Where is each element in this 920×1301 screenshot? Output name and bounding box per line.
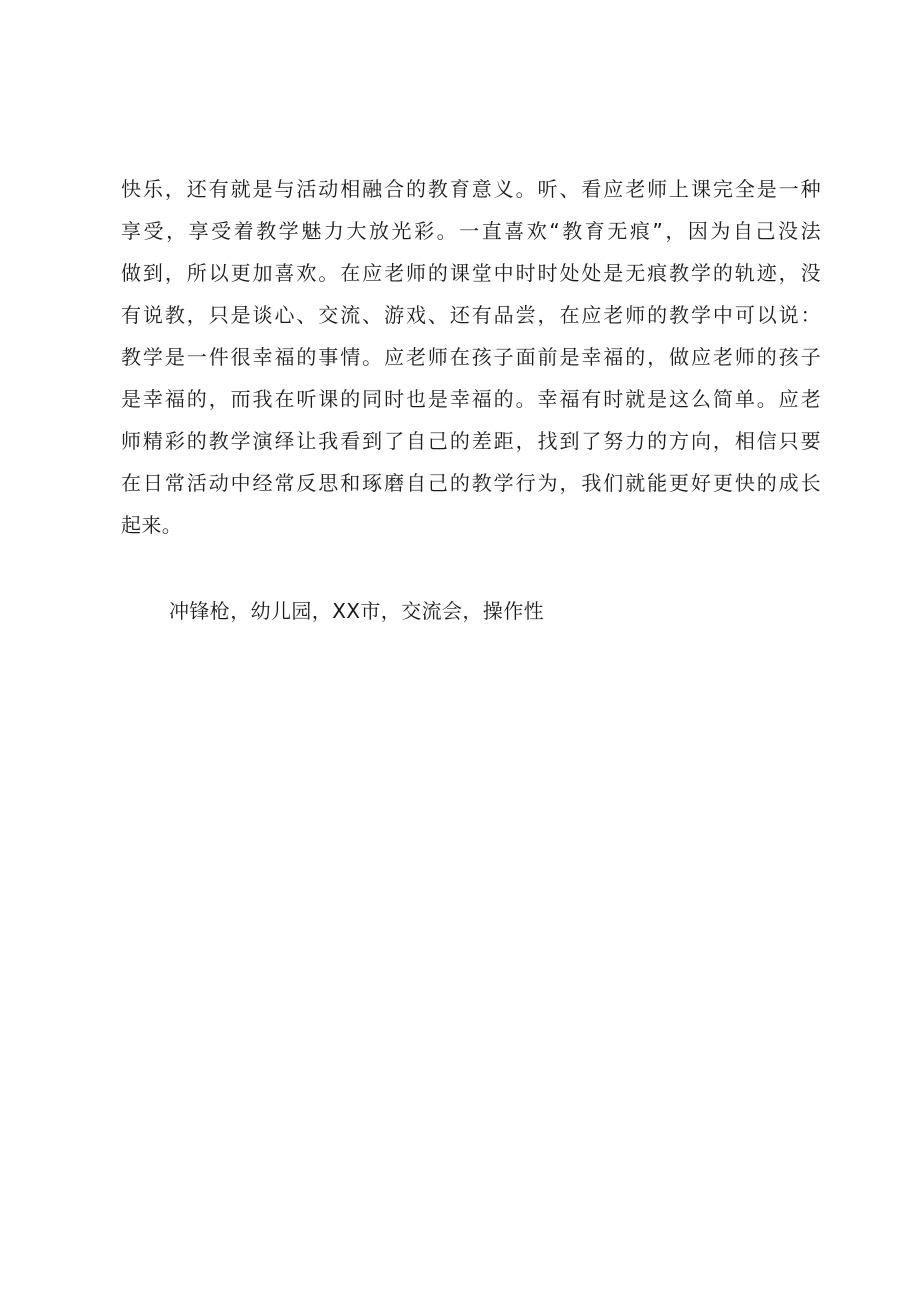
- body-paragraph: [121, 168, 821, 546]
- paragraph-line: 有说教，只是谈心、交流、游戏、还有品尝，在应老师的教学中可以说：: [121, 303, 821, 327]
- paragraph-line: 在日常活动中经常反思和琢磨自己的教学行为，我们就能更好更快的成长: [121, 471, 821, 495]
- paragraph-line: 起来。: [121, 513, 183, 537]
- paragraph-line: 是幸福的，而我在听课的同时也是幸福的。幸福有时就是这么简单。应老: [121, 387, 821, 411]
- paragraph-line: 师精彩的教学演绎让我看到了自己的差距，找到了努力的方向，相信只要: [121, 429, 821, 453]
- paragraph-line: 享受，享受着教学魅力大放光彩。一直喜欢“教育无痕”，因为自己没法: [121, 219, 821, 243]
- keywords-line: 冲锋枪，幼儿园，XX市，交流会，操作性: [169, 599, 545, 623]
- paragraph-line: 教学是一件很幸福的事情。应老师在孩子面前是幸福的，做应老师的孩子: [121, 345, 821, 369]
- paragraph-line: 快乐，还有就是与活动相融合的教育意义。听、看应老师上课完全是一种: [121, 177, 821, 201]
- paragraph-line: 做到，所以更加喜欢。在应老师的课堂中时时处处是无痕教学的轨迹，没: [121, 261, 821, 285]
